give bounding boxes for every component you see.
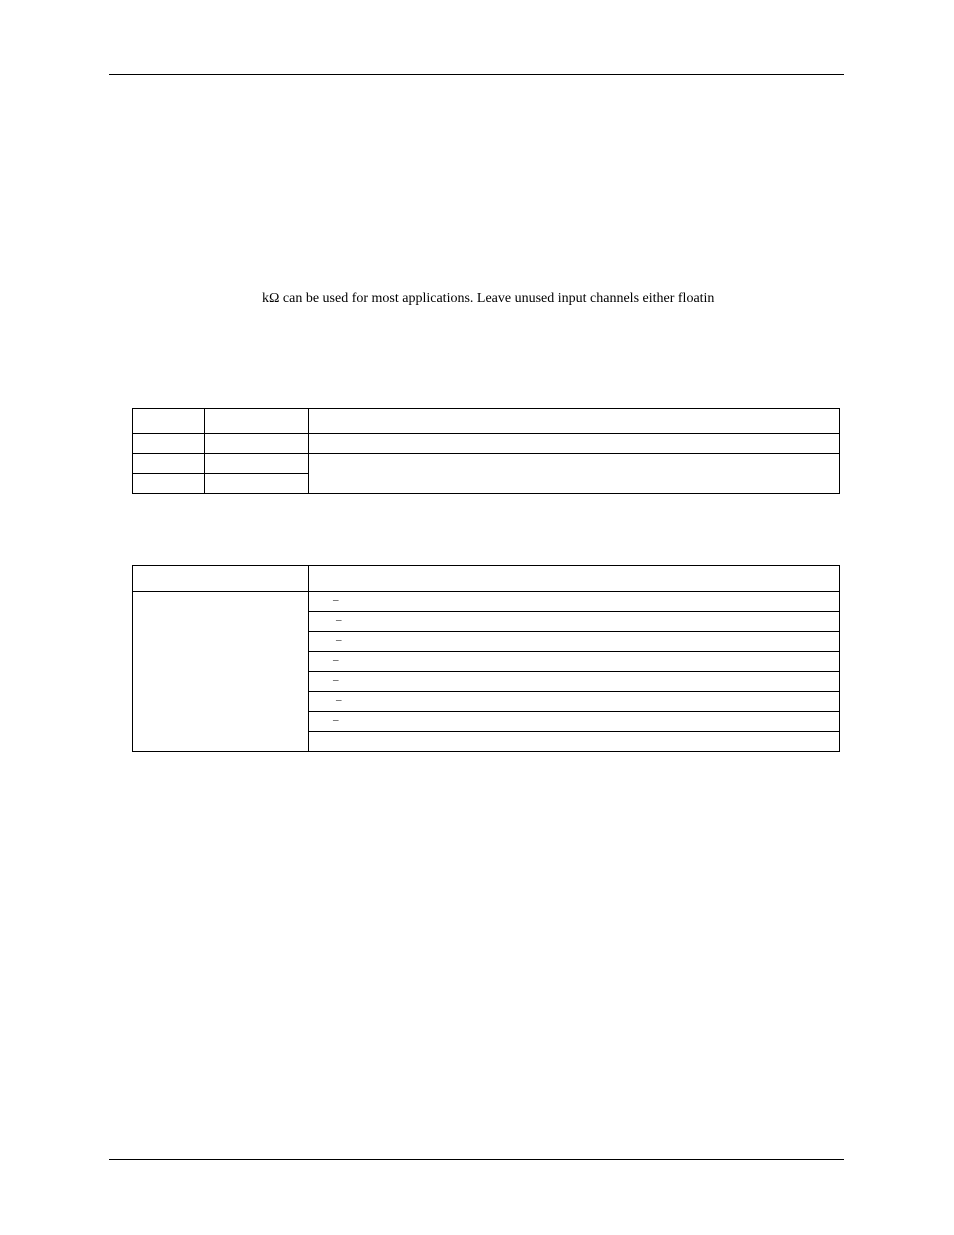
range-table (132, 565, 840, 752)
range-cell: – (309, 632, 840, 652)
table-cell (205, 474, 309, 494)
table-cell-merged (133, 592, 309, 752)
range-cell: – (309, 652, 840, 672)
table-row (133, 592, 840, 612)
table-cell-merged (309, 454, 840, 494)
table-cell (133, 409, 205, 434)
range-cell: – (309, 612, 840, 632)
header-rule (109, 74, 844, 75)
table-cell (133, 454, 205, 474)
body-paragraph: kΩ can be used for most applications. Leave unused input channels either floatin (262, 291, 715, 306)
table-cell (205, 434, 309, 454)
table-row (133, 454, 840, 474)
range-cell (309, 732, 840, 752)
table-header-row (133, 566, 840, 592)
table-cell (133, 434, 205, 454)
pin-table (132, 408, 840, 494)
table-cell (133, 474, 205, 494)
range-cell: – (309, 712, 840, 732)
footer-rule (109, 1159, 844, 1160)
table-header-cell (309, 566, 840, 592)
table-row (133, 409, 840, 434)
range-cell: – (309, 592, 840, 612)
range-cell: – (309, 692, 840, 712)
table-cell (309, 434, 840, 454)
range-cell: – (309, 672, 840, 692)
table-header-cell (133, 566, 309, 592)
table-cell (205, 454, 309, 474)
table-row (133, 434, 840, 454)
table-cell (205, 409, 309, 434)
table-cell (309, 409, 840, 434)
